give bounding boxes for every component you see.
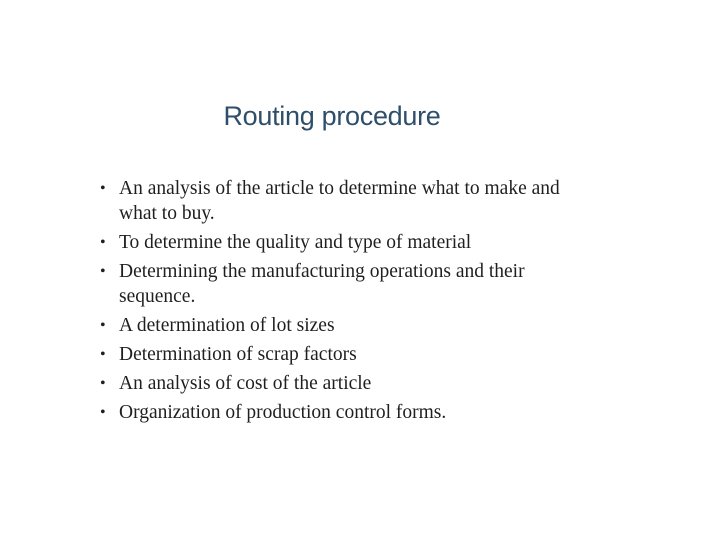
- bullet-item-analysis: [92, 176, 562, 226]
- bullet-item-forms: [92, 400, 562, 425]
- bullet-text: Determination of scrap factors: [119, 344, 357, 365]
- bullet-dot-icon: •: [100, 375, 106, 392]
- bullet-text: Determining the manufacturing operations and their sequence.: [119, 261, 525, 307]
- bullet-dot-icon: •: [100, 346, 106, 363]
- bullet-dot-icon: •: [100, 404, 106, 421]
- bullet-item-scrap-factors: [92, 342, 562, 367]
- bullet-dot-icon: •: [100, 263, 106, 280]
- bullet-text: An analysis of cost of the article: [119, 373, 372, 394]
- bullet-item-lot-sizes: [92, 313, 562, 338]
- bullet-item-cost: [92, 371, 562, 396]
- bullet-dot-icon: •: [100, 317, 106, 334]
- bullet-dot-icon: •: [100, 180, 106, 197]
- slide-title: Routing procedure: [223, 101, 441, 131]
- bullet-text: Organization of production control forms.: [119, 402, 447, 423]
- bullet-text: To determine the quality and type of material: [119, 232, 472, 253]
- bullet-dot-icon: •: [100, 234, 106, 251]
- bullet-text: A determination of lot sizes: [119, 315, 335, 336]
- bullet-item-quality: [92, 230, 562, 255]
- bullet-list: [92, 176, 562, 429]
- bullet-item-operations: [92, 259, 562, 309]
- bullet-text: An analysis of the article to determine what to make and what to buy.: [119, 178, 560, 224]
